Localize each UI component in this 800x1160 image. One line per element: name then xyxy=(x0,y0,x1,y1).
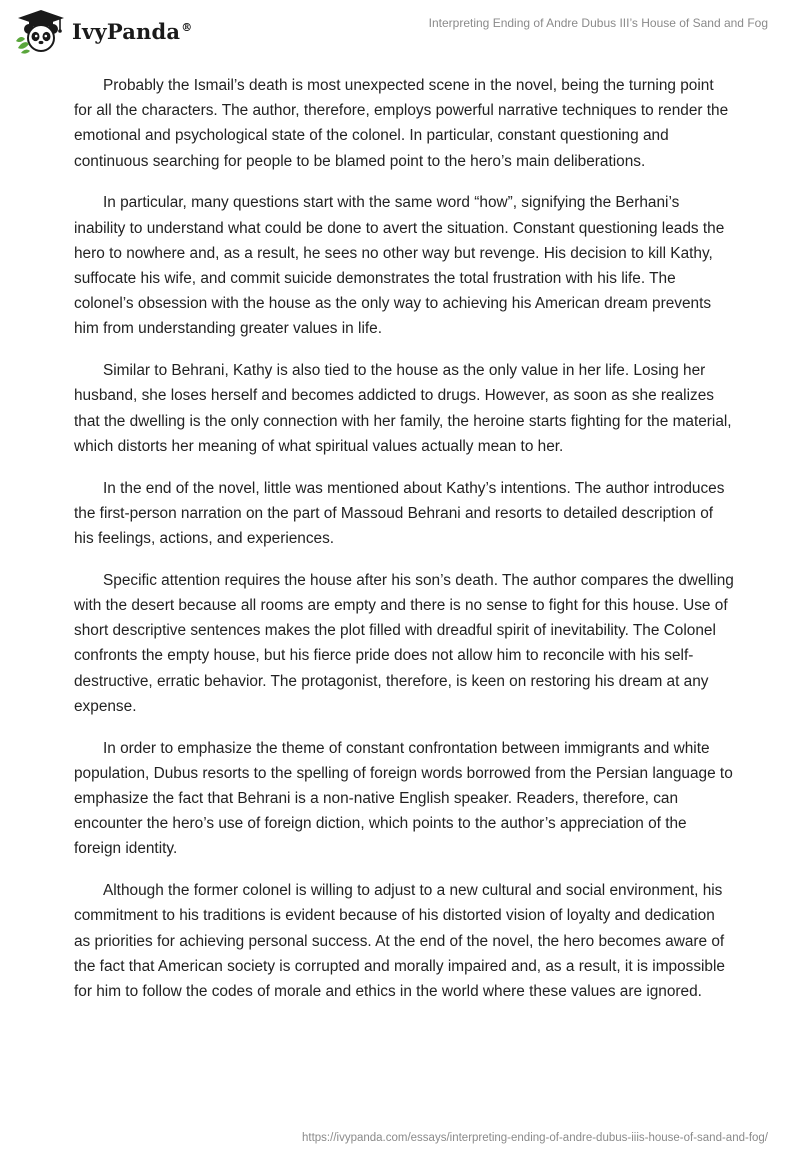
paragraph: Similar to Behrani, Kathy is also tied to the house as the only value in her life. Losing her husband, she loses herself and becomes addicted to drugs. However, as soon as she realizes that the dwelling is the only connection with her family, the heroine starts fighting for the material, which distorts her meaning of what spiritual values actually mean to her. xyxy=(74,362,732,455)
paragraph: In the end of the novel, little was mentioned about Kathy’s intentions. The author introduces the first-person narration on the part of Massoud Behrani and resorts to detailed description of his feelings, actions, and experiences. xyxy=(74,479,725,548)
logo-wordmark: IvyPanda® xyxy=(72,18,193,44)
panda-graduate-icon xyxy=(14,8,68,54)
source-url[interactable]: https://ivypanda.com/essays/interpreting-ending-of-andre-dubus-iiis-house-of-sand-and-fog/ xyxy=(302,1132,768,1144)
paragraph: In order to emphasize the theme of constant confrontation between immigrants and white population, Dubus resorts to the spelling of foreign words borrowed from the Persian language to emphasize the fact that Behrani is a non-native English speaker. Readers, therefore, can encounter the hero’s use of foreign diction, which points to the author’s appreciation of the foreign identity. xyxy=(74,739,733,858)
document-title: Interpreting Ending of Andre Dubus III’s House of Sand and Fog xyxy=(428,16,768,30)
paragraph: Probably the Ismail’s death is most unexpected scene in the novel, being the turning point for all the characters. The author, therefore, employs powerful narrative techniques to render the emotional and psychological state of the colonel. In particular, constant questioning and continuous searching for people to be blamed point to the hero’s main deliberations. xyxy=(74,77,729,170)
essay-body xyxy=(74,73,734,1021)
paragraph: In particular, many questions start with the same word “how”, signifying the Berhani’s inability to understand what could be done to avert the situation. Constant questioning leads the hero to nowhere and, as a result, he sees no other way but revenge. His decision to kill Kathy, suffocate his wife, and commit suicide demonstrates the total frustration with his life. The colonel’s obsession with the house as the only way to achieving his American dream prevents him from understanding greater values in life. xyxy=(74,194,725,338)
ivypanda-logo[interactable] xyxy=(14,8,192,54)
page-header xyxy=(0,0,800,60)
paragraph: Specific attention requires the house after his son’s death. The author compares the dwelling with the desert because all rooms are empty and there is no sense to fight for this house. Use of short descriptive sentences makes the plot filled with dreadful spirit of inevitability. The Colonel confronts the empty house, but his fierce pride does not allow him to reconcile with his self-destructive, erratic behavior. The protagonist, therefore, is keen on restoring his dream at any expense. xyxy=(74,571,734,715)
paragraph: Although the former colonel is willing to adjust to a new cultural and social environment, his commitment to his traditions is evident because of his distorted vision of loyalty and dedication as priorities for achieving personal success. At the end of the novel, the hero becomes aware of the fact that American society is corrupted and morally impaired and, as a result, it is impossible for him to follow the codes of morale and ethics in the world where these values are ignored. xyxy=(74,882,725,1001)
